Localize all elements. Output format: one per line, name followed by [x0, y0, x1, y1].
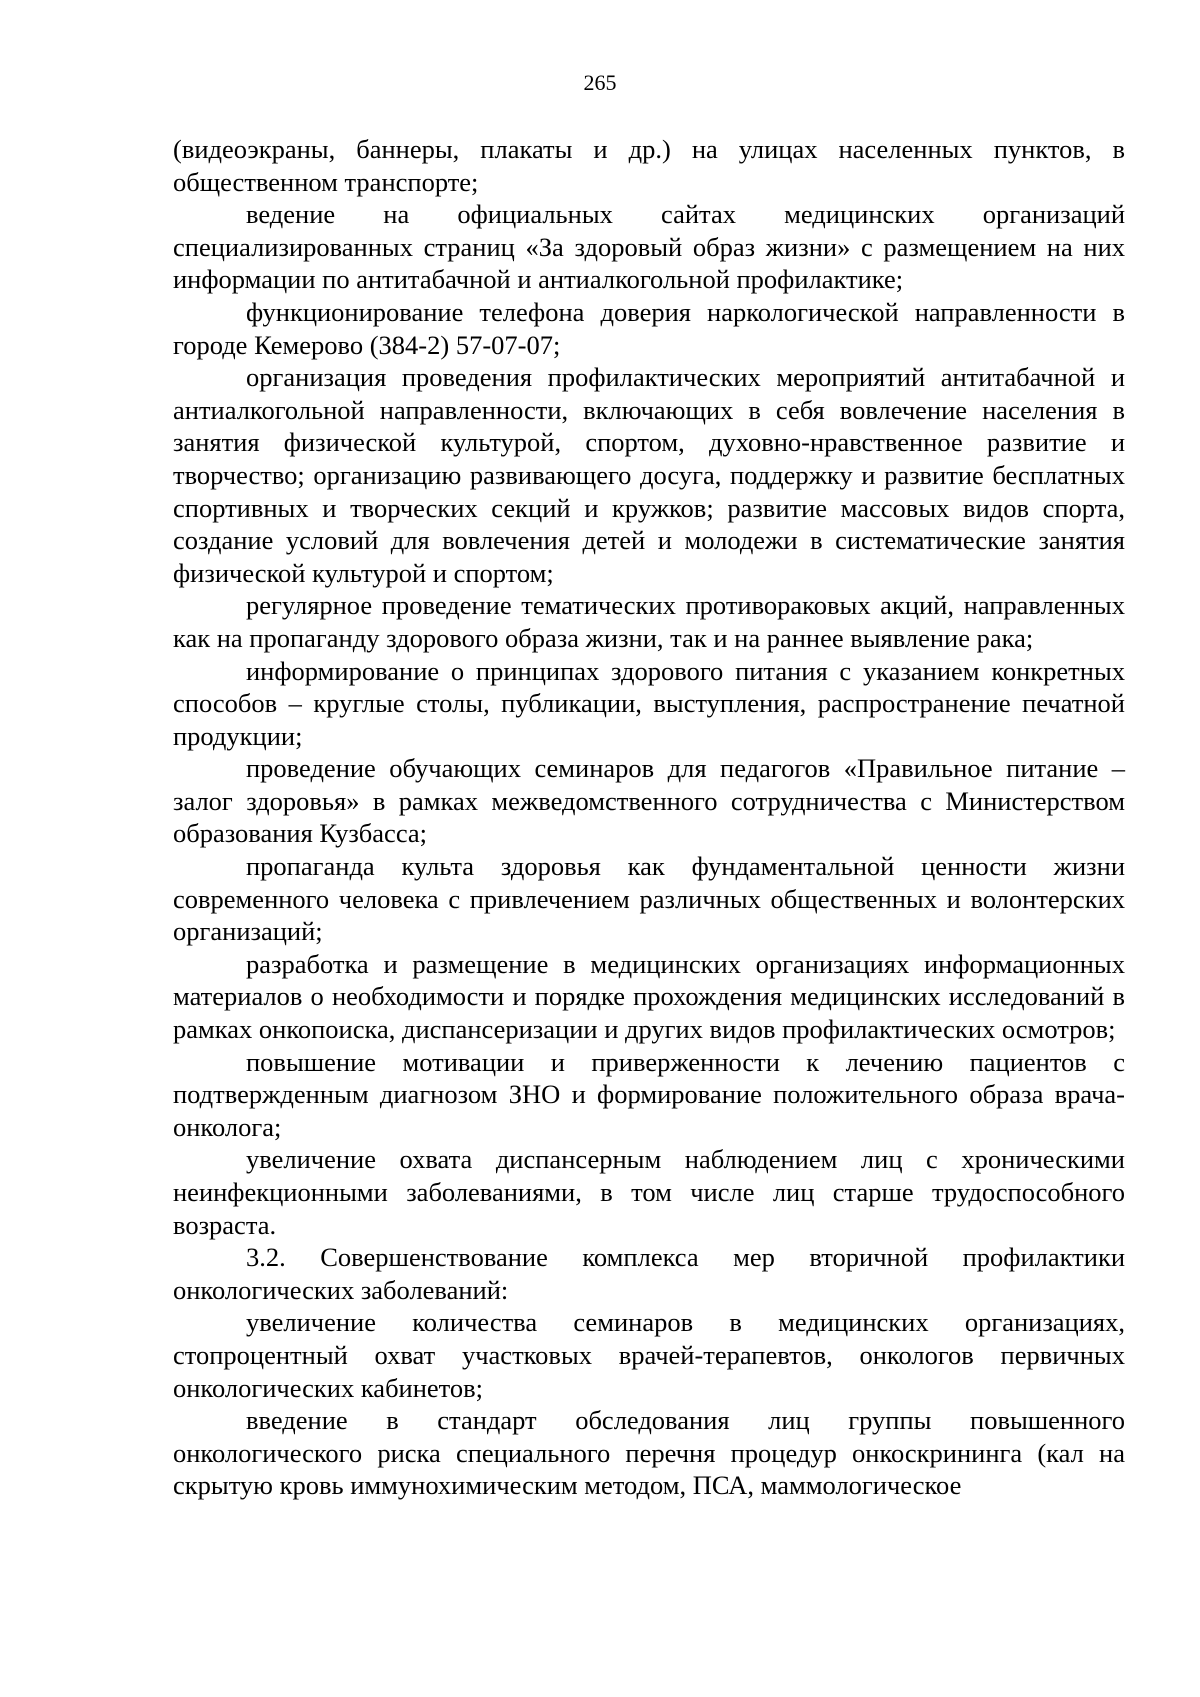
paragraph-patient-motivation: повышение мотивации и приверженности к лечению пациентов с подтвержденным диагнозом ЗНО и формирование положительного образа врача-онколога; [173, 1046, 1125, 1142]
paragraph-continuation: (видеоэкраны, баннеры, плакаты и др.) на улицах населенных пунктов, в общественном транспорте; [173, 134, 1125, 197]
paragraph-screening-standard: введение в стандарт обследования лиц группы повышенного онкологического риска специального перечня процедур онкоскрининга (кал на скрытую кровь иммунохимическим методом, ПСА, маммологическое [173, 1405, 1125, 1501]
section-heading-3-2: 3.2. Совершенствование комплекса мер вторичной профилактики онкологических заболеваний: [173, 1242, 1125, 1305]
paragraph-health-propaganda: пропаганда культа здоровья как фундаментальной ценности жизни современного человека с привлечением различных общественных и волонтерских организаций; [173, 851, 1125, 947]
paragraph-anticancer-actions: регулярное проведение тематических противораковых акций, направленных как на пропаганду здорового образа жизни, так и на раннее выявление рака; [173, 590, 1125, 653]
paragraph-healthy-nutrition: информирование о принципах здорового питания с указанием конкретных способов – круглые столы, публикации, выступления, распространение печатной продукции; [173, 655, 1125, 751]
paragraph-hotline: функционирование телефона доверия наркологической направленности в городе Кемерово (384-2) 57-07-07; [173, 296, 1125, 360]
paragraph-websites: ведение на официальных сайтах медицинских организаций специализированных страниц «За здоровый образ жизни» с размещением на них информации по антитабачной и антиалкогольной профилактике; [173, 199, 1125, 295]
paragraph-seminars-increase: увеличение количества семинаров в медицинских организациях, стопроцентный охват участковых врачей-терапевтов, онкологов первичных онкологических кабинетов; [173, 1307, 1125, 1403]
paragraph-dispensary-coverage: увеличение охвата диспансерным наблюдением лиц с хроническими неинфекционными заболеваниями, в том числе лиц старше трудоспособного возраста. [173, 1144, 1125, 1240]
page-number: 265 [583, 70, 617, 95]
paragraph-teacher-seminars: проведение обучающих семинаров для педагогов «Правильное питание – залог здоровья» в рамках межведомственного сотрудничества с Министерством образования Кузбасса; [173, 753, 1125, 849]
paragraph-info-materials: разработка и размещение в медицинских организациях информационных материалов о необходимости и порядке прохождения медицинских исследований в рамках онкопоиска, диспансеризации и других видов профилактических осмотров; [173, 948, 1125, 1045]
paragraph-prevention-events: организация проведения профилактических мероприятий антитабачной и антиалкогольной направленности, включающих в себя вовлечение населения в занятия физической культурой, спортом, духовно-нравственное развитие и творчество; организацию развивающего досуга, поддержку и развитие бесплатных спортивных и творческих секций и кружков; развитие массовых видов спорта, создание условий для вовлечения детей и молодежи в систематические занятия физической культурой и спортом; [173, 362, 1125, 588]
document-body [173, 133, 1125, 1502]
